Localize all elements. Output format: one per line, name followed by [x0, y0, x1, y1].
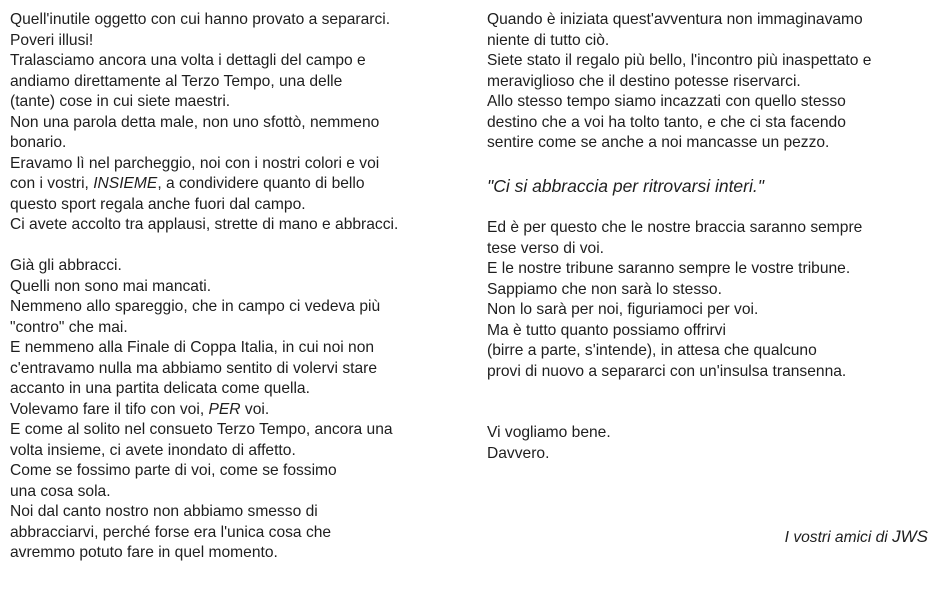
- text-line-insieme: [10, 174, 470, 195]
- text-line: (tante) cose in cui siete maestri.: [10, 93, 231, 110]
- text-line-per: [10, 400, 470, 421]
- text-line: "contro" che mai.: [10, 318, 128, 336]
- paragraph-gap: [10, 236, 470, 257]
- text-line: Poveri illusi!: [10, 31, 94, 49]
- text-line: Come se fossimo parte di voi, come se fossimo: [10, 462, 337, 479]
- text-line: Non lo sarà per noi, figuriamoci per voi.: [487, 301, 759, 318]
- text-line: c'entravamo nulla ma abbiamo sentito di volervi stare: [10, 359, 378, 377]
- text-line: bonario.: [10, 134, 67, 151]
- text-line: Ci avete accolto tra applausi, strette di mano e abbracci.: [10, 216, 399, 233]
- text-line: questo sport regala anche fuori dal campo.: [10, 195, 306, 213]
- text-line: E come al solito nel consueto Terzo Tempo, ancora una: [10, 421, 393, 438]
- text-line: Nemmeno allo spareggio, che in campo ci vedeva più: [10, 298, 381, 315]
- text-fragment: voi.: [240, 400, 270, 418]
- closing-lines: [487, 423, 611, 464]
- text-line: niente di tutto ciò.: [487, 31, 610, 49]
- text-line: abbracciarvi, perché forse era l'unica cosa che: [10, 523, 332, 541]
- text-line: E le nostre tribune saranno sempre le vostre tribune.: [487, 260, 851, 277]
- text-line: Ma è tutto quanto possiamo offrirvi: [487, 321, 726, 339]
- pull-quote: "Ci si abbraccia per ritrovarsi interi.": [487, 176, 764, 196]
- text-line: Siete stato il regalo più bello, l'incontro più inaspettato e: [487, 52, 872, 69]
- text-line: volta insieme, ci avete inondato di affetto.: [10, 441, 296, 459]
- text-line: andiamo direttamente al Terzo Tempo, una delle: [10, 72, 343, 90]
- text-line: una cosa sola.: [10, 482, 111, 500]
- text-line: Davvero.: [487, 444, 550, 462]
- text-line: tese verso di voi.: [487, 239, 605, 257]
- text-line: destino che a voi ha tolto tanto, e che ci sta facendo: [487, 113, 846, 131]
- text-fragment: , a condividere quanto di bello: [157, 175, 365, 192]
- right-column-body: [487, 218, 862, 382]
- emphasis-insieme: INSIEME: [93, 175, 158, 192]
- text-line: avremmo potuto fare in quel momento.: [10, 544, 278, 561]
- emphasis-per: PER: [208, 400, 241, 418]
- text-line: provi di nuovo a separarci con un'insulsa transenna.: [487, 362, 847, 380]
- text-fragment: Volevamo fare il tifo con voi,: [10, 400, 209, 418]
- text-fragment: con i vostri,: [10, 175, 94, 192]
- text-line: Quell'inutile oggetto con cui hanno provato a separarci.: [10, 11, 391, 28]
- text-line: accanto in una partita delicata come quella.: [10, 380, 310, 397]
- text-line: sentire come se anche a noi mancasse un pezzo.: [487, 134, 830, 151]
- right-column-intro: [487, 10, 937, 154]
- text-line: Allo stesso tempo siamo incazzati con quello stesso: [487, 93, 846, 110]
- text-line: Già gli abbracci.: [10, 257, 122, 274]
- text-line: meraviglioso che il destino potesse riservarci.: [487, 72, 801, 90]
- signature-text: I vostri amici di: [784, 529, 893, 546]
- text-line: Vi vogliamo bene.: [487, 424, 611, 441]
- text-line: E nemmeno alla Finale di Coppa Italia, in cui noi non: [10, 339, 375, 356]
- text-line: Ed è per questo che le nostre braccia saranno sempre: [487, 219, 863, 236]
- left-column: [10, 10, 470, 564]
- text-line: Quando è iniziata quest'avventura non immaginavamo: [487, 11, 863, 28]
- text-line: Non una parola detta male, non uno sfottò, nemmeno: [10, 113, 380, 131]
- text-line: Tralasciamo ancora una volta i dettagli del campo e: [10, 52, 366, 69]
- text-line: Quelli non sono mai mancati.: [10, 277, 212, 295]
- text-line: (birre a parte, s'intende), in attesa che qualcuno: [487, 342, 817, 359]
- text-line: Noi dal canto nostro non abbiamo smesso di: [10, 503, 318, 520]
- text-line: Eravamo lì nel parcheggio, noi con i nostri colori e voi: [10, 154, 380, 172]
- text-line: Sappiamo che non sarà lo stesso.: [487, 280, 722, 298]
- signature: [785, 527, 928, 547]
- signature-brand: JWS: [892, 527, 928, 546]
